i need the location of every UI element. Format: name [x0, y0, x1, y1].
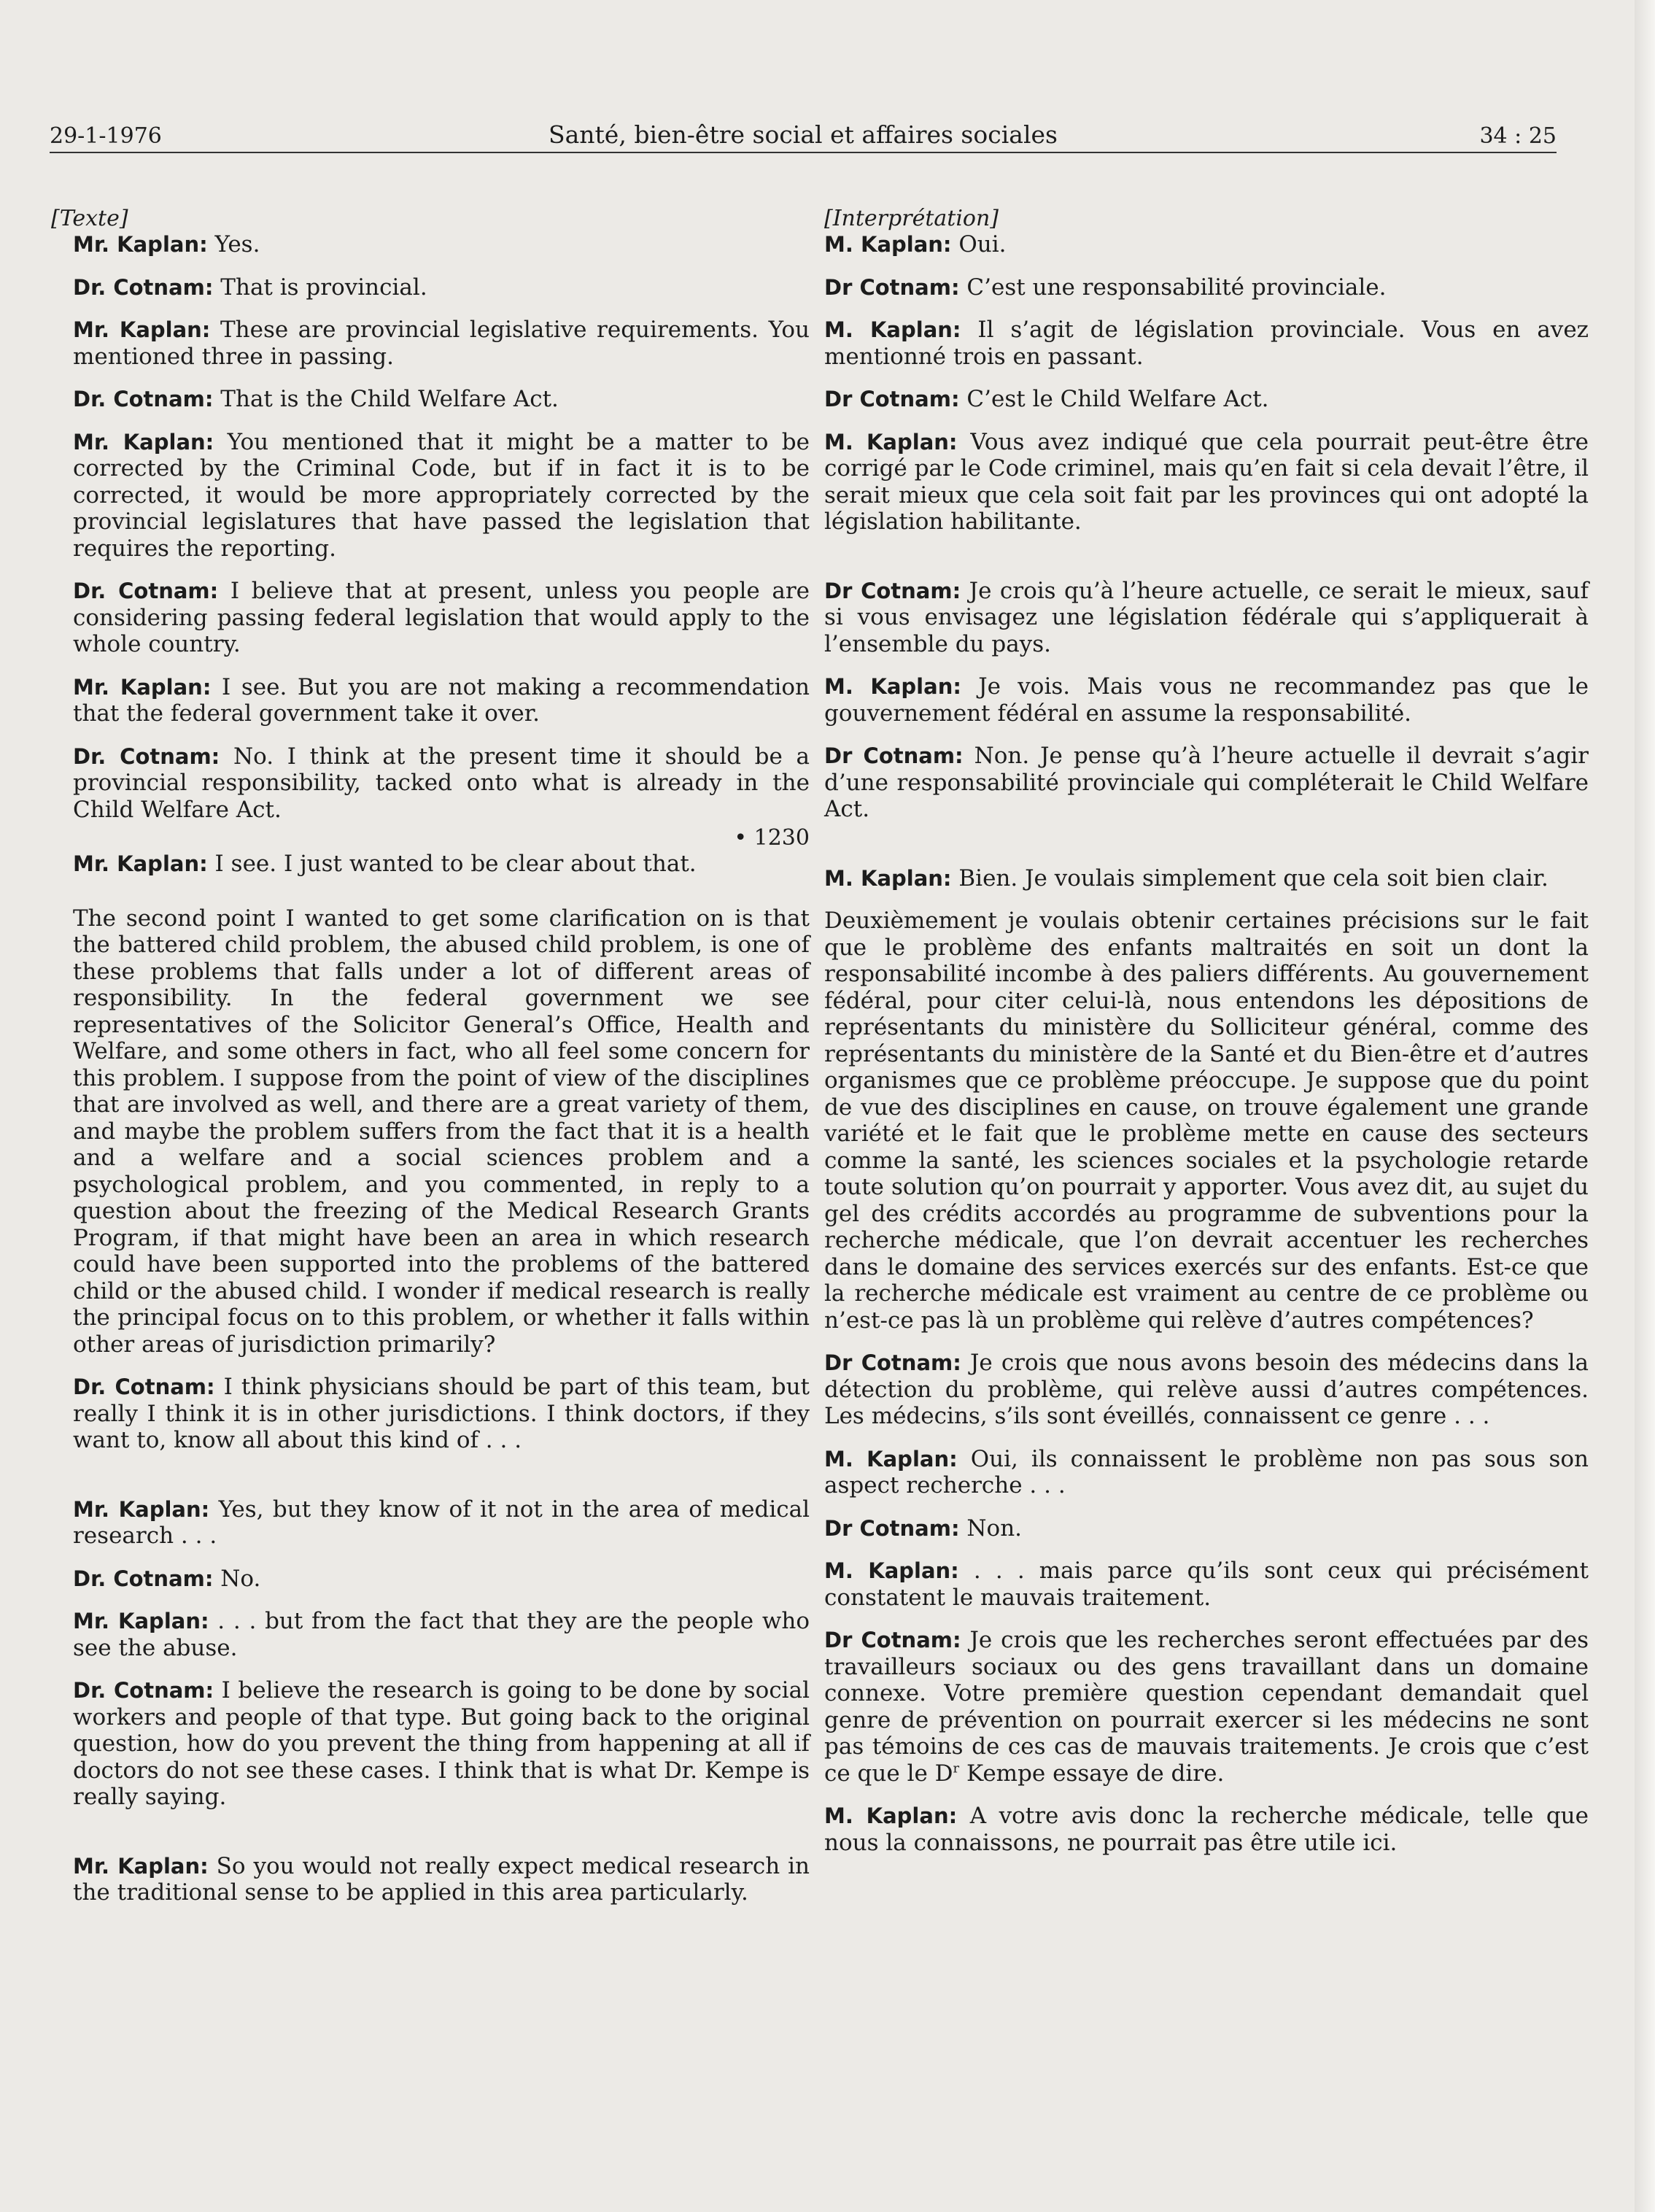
paragraph	[824, 578, 1589, 658]
speaker-name: Dr. Cotnam:	[73, 274, 214, 300]
speaker-name: Dr Cotnam:	[824, 1628, 961, 1652]
statement: I believe the research is going to be done by social workers and people of that type. But going back to the original question, how do you prevent the thing from happening at all if doctors do not see these cases. I think that is what Dr. Kempe is really saying.	[73, 1677, 810, 1810]
header-title: Santé, bien-être social et affaires sociales	[549, 120, 1058, 149]
paragraph	[824, 1627, 1589, 1787]
statement: No.	[213, 1565, 261, 1592]
paragraph	[73, 386, 810, 413]
speaker-name: Dr. Cotnam:	[73, 579, 219, 603]
paragraph	[73, 1566, 810, 1593]
statement: So you would not really expect medical research in the traditional sense to be applied in this area particularly.	[73, 1852, 810, 1906]
paragraph	[73, 674, 810, 727]
speaker-name: Dr. Cotnam:	[73, 1374, 215, 1399]
speaker-name: M. Kaplan:	[824, 865, 952, 891]
paragraph	[73, 851, 810, 878]
speaker-name: Dr. Cotnam:	[73, 1566, 214, 1591]
statement: I see. But you are not making a recommendation that the federal government take it over.	[73, 673, 810, 727]
speaker-name: Mr. Kaplan:	[73, 851, 208, 876]
statement: That is the Child Welfare Act.	[213, 386, 559, 412]
speaker-name: Dr. Cotnam:	[73, 387, 214, 411]
page-header	[50, 115, 1557, 153]
statement: Il s’agit de législation provinciale. Vous en avez mentionné trois en passant.	[824, 317, 1589, 370]
statement: C’est une responsabilité provinciale.	[959, 274, 1387, 301]
speaker-name: Mr. Kaplan:	[73, 1853, 209, 1879]
paragraph	[73, 317, 810, 370]
superscript: r	[953, 1760, 960, 1776]
statement: You mentioned that it might be a matter to be corrected by the Criminal Code, but if in fact it is to be corrected, it would be more appropriately corrected by the provincial legislatures that have passed the legislation that requires the reporting.	[73, 428, 810, 562]
paragraph	[824, 317, 1589, 370]
speaker-name: Mr. Kaplan:	[73, 1496, 210, 1522]
speaker-name: Dr. Cotnam:	[73, 1678, 214, 1703]
speaker-name: M. Kaplan:	[824, 317, 961, 342]
paragraph	[824, 908, 1589, 1334]
statement: Je vois. Mais vous ne recommandez pas que le gouvernement fédéral en assume la responsabilité.	[824, 673, 1589, 727]
english-column	[51, 206, 810, 1906]
speaker-name: M. Kaplan:	[824, 232, 952, 257]
paragraph	[73, 578, 810, 658]
statement: . . . but from the fact that they are the people who see the abuse.	[73, 1608, 810, 1661]
paragraph	[73, 905, 810, 1358]
statement: Yes, but they know of it not in the area of medical research . . .	[73, 1496, 810, 1549]
paragraph	[73, 429, 810, 562]
statement: The second point I wanted to get some clarification on is that the battered child problem, the abused child problem, is one of these problems that falls under a lot of different areas of responsibility. In the federal government we see representatives of the Solicitor General’s Office, Health and Welfare, and some others in fact, who all feel some concern for this problem. I suppose from the point of view of the disciplines that are involved as well, and there are a great variety of them, and maybe the problem suffers from the fact that it is a health and a welfare and a social sciences problem and a psychological problem, and you commented, in reply to a question about the freezing of the Medical Research Grants Program, if that might have been an area in which research could have been supported into the problems of the battered child or the abused child. I wonder if medical research is really the principal focus on to this problem, or whether it falls within other areas of jurisdiction primarily?	[73, 905, 810, 1358]
statement: That is provincial.	[213, 274, 427, 301]
paragraph	[73, 274, 810, 301]
speaker-name: Dr. Cotnam:	[73, 743, 220, 769]
paragraph	[824, 743, 1589, 823]
speaker-name: Mr. Kaplan:	[73, 317, 211, 342]
paragraph	[824, 1558, 1589, 1611]
statement: I see. I just wanted to be clear about that.	[207, 851, 697, 877]
statement: Je crois qu’à l’heure actuelle, ce serait le mieux, sauf si vous envisagez une législation fédérale qui s’appliquerait à l’ensemble du pays.	[824, 577, 1589, 657]
paragraph	[73, 743, 810, 824]
statement: These are provincial legislative requirements. You mentioned three in passing.	[73, 317, 810, 370]
statement: Oui, ils connaissent le problème non pas sous son aspect recherche . . .	[824, 1445, 1589, 1498]
statement-tail: Kempe essaye de dire.	[959, 1760, 1225, 1787]
paragraph	[824, 1515, 1589, 1542]
statement: . . . mais parce qu’ils sont ceux qui précisément constatent le mauvais traitement.	[824, 1558, 1589, 1611]
speaker-name: M. Kaplan:	[824, 1803, 958, 1828]
speaker-name: Mr. Kaplan:	[73, 232, 208, 257]
speaker-name: Mr. Kaplan:	[73, 674, 212, 700]
speaker-name: M. Kaplan:	[824, 1558, 959, 1583]
statement: Je crois que les recherches seront effectuées par des travailleurs sociaux ou des gens travaillant dans un domaine connexe. Votre première question cependant demandait quel genre de prévention on pourrait exercer si les médecins ne sont pas témoins de ces cas de mauvais traitements. Je crois que c’est ce que le D	[824, 1627, 1589, 1787]
statement: C’est le Child Welfare Act.	[959, 386, 1269, 412]
statement: Deuxièmement je voulais obtenir certaines précisions sur le fait que le problème des enfants maltraités en soit un dont la responsabilité incombe à des paliers différents. Au gouvernement fédéral, pour citer celui-là, nous entendons les dépositions de représentants du ministère du Solliciteur général, comme des représentants du ministère de la Santé et du Bien-être et d’autres organismes que ce problème préoccupe. Je suppose que du point de vue des disciplines en cause, on trouve également une grande variété et le fait que le problème mette en cause des secteurs comme la santé, les sciences sociales et la psychologie retarde toute solution qu’on pourrait y apporter. Vous avez dit, au sujet du gel des crédits accordés au programme de subventions pour la recherche médicale, que l’on devrait accentuer les recherches dans le domaine des services exercés sur des enfants. Est-ce que la recherche médicale est vraiment au centre de ce problème ou n’est-ce pas là un problème qui relève d’autres compétences?	[824, 908, 1589, 1334]
paragraph	[824, 1350, 1589, 1430]
statement: A votre avis donc la recherche médicale, telle que nous la connaissons, ne pourrait pas être utile ici.	[824, 1803, 1589, 1856]
interpretation-tag: [Interprétation]	[824, 206, 999, 231]
timestamp: • 1230	[734, 825, 810, 851]
speaker-name: M. Kaplan:	[824, 1446, 958, 1472]
french-column	[824, 206, 1589, 1856]
statement: No. I think at the present time it should be a provincial responsibility, tacked onto what is already in the Child Welfare Act.	[73, 743, 810, 823]
paragraph	[73, 1374, 810, 1454]
paragraph	[824, 865, 1589, 892]
paragraph	[824, 673, 1589, 727]
speaker-name: M. Kaplan:	[824, 674, 961, 699]
speaker-name: Dr Cotnam:	[824, 578, 961, 603]
speaker-name: Dr Cotnam:	[824, 274, 960, 300]
speaker-name: Dr Cotnam:	[824, 1350, 961, 1375]
text-tag: [Texte]	[51, 206, 128, 231]
paragraph	[73, 231, 810, 258]
paragraph	[824, 386, 1589, 413]
statement: Yes.	[207, 231, 260, 258]
statement: Vous avez indiqué que cela pourrait peut-être être corrigé par le Code criminel, mais qu’en fait si cela devait l’être, il serait mieux que cela soit fait par les provinces qui ont adopté la législation habilitante.	[824, 428, 1589, 535]
paragraph	[824, 274, 1589, 301]
paragraph	[824, 1803, 1589, 1856]
statement: Non.	[959, 1515, 1023, 1542]
speaker-name: Dr Cotnam:	[824, 1515, 960, 1541]
speaker-name: Dr Cotnam:	[824, 743, 964, 768]
header-date: 29-1-1976	[50, 123, 162, 149]
paragraph	[824, 231, 1589, 258]
statement: Je crois que nous avons besoin des médecins dans la détection du problème, qui relève aussi d’autres compétences. Les médecins, s’ils sont éveillés, connaissent ce genre . . .	[824, 1350, 1589, 1429]
paragraph	[73, 1608, 810, 1661]
speaker-name: M. Kaplan:	[824, 429, 958, 455]
statement: Oui.	[951, 231, 1007, 258]
speaker-name: Mr. Kaplan:	[73, 429, 214, 455]
paragraph	[824, 429, 1589, 535]
paragraph	[73, 1853, 810, 1906]
statement: Bien. Je voulais simplement que cela soit bien clair.	[951, 865, 1549, 892]
speaker-name: Mr. Kaplan:	[73, 1609, 209, 1633]
statement: I believe that at present, unless you people are considering passing federal legislation that would apply to the whole country.	[73, 578, 810, 657]
paragraph	[73, 1496, 810, 1550]
speaker-name: Dr Cotnam:	[824, 387, 960, 411]
header-page-number: 34 : 25	[1479, 123, 1557, 149]
paragraph	[73, 1677, 810, 1811]
statement: I think physicians should be part of this team, but really I think it is in other jurisdictions. I think doctors, if they want to, know all about this kind of . . .	[73, 1374, 810, 1453]
statement: Non. Je pense qu’à l’heure actuelle il devrait s’agir d’une responsabilité provinciale qui compléterait le Child Welfare Act.	[824, 743, 1589, 822]
page-edge	[1635, 0, 1655, 2212]
paragraph	[824, 1446, 1589, 1499]
